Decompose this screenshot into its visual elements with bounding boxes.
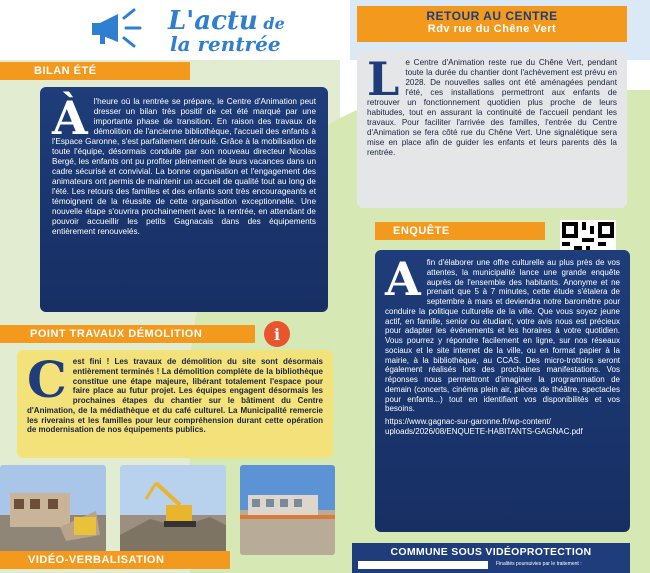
travaux-dropcap: C: [27, 350, 67, 409]
commune-title: COMMUNE SOUS VIDÉOPROTECTION: [390, 546, 592, 558]
demolition-photo-2: [120, 465, 226, 555]
enquete-panel: [375, 250, 630, 532]
demolition-photo-3: [240, 465, 335, 555]
title-actu: L'actu: [168, 6, 258, 36]
demolition-photo-1: [0, 465, 106, 555]
travaux-section-title: POINT TRAVAUX DÉMOLITION: [0, 325, 255, 343]
enquete-url[interactable]: [385, 417, 620, 437]
retour-title-line1: RETOUR AU CENTRE: [426, 9, 558, 23]
enquete-text: fin d'élaborer une offre culturelle au plus près de vos attentes, la municipalité lance une grande enquête auprès de l'ensemble des habitants. Anonyme et ne prenant que 5 à 7 minutes, cette étude s'étalera de septembre à mars et deviendra notre baromètre pour conduire la politique culturelle de la ville. Que vous soyez jeune actif, en famille, senior ou étudiant, votre avis nous est précieux pour adapter les événements et les horaires à votre quotidien. Vous pourrez y répondre facilement en ligne, sur nos réseaux sociaux et le site internet de la ville, ou en format papier à la mairie, à la bibliothèque, au CCAS. Des micro-trottoirs seront également réalisés lors des prochaines manifestations. Vos réponses nous permettront d'imaginer la programmation de demain (concerts, cinéma plein air, pièces de théâtre, spectacles pour enfants...) tout en identifiant vos disponibilités et vos besoins.: [385, 258, 620, 414]
retour-title-line2: Rdv rue du Chêne Vert: [427, 23, 557, 35]
commune-small-text: Finalités poursuivies par le traitement :: [496, 561, 582, 567]
camera-sign: [358, 561, 488, 569]
bilan-panel: [40, 87, 328, 312]
bilan-section-title: BILAN ÉTÉ: [0, 62, 190, 80]
travaux-panel: [17, 350, 333, 458]
megaphone-icon: [88, 6, 148, 52]
travaux-text: est fini ! Les travaux de démolition du site sont désormais entièrement terminés ! La démolition complète de la bibliothèque constitue une étape majeure, libérant totalement l'espace pour faire place au futur projet. Les équipes engagent désormais les prochaines étapes du chantier sur le bâtiment du Centre d'Animation, de la médiathèque et du café culturel. La Municipalité remercie les riverains et les familles pour leur compréhension durant cette opération de modernisation de nos équipements publics.: [27, 357, 323, 435]
info-icon: i: [264, 321, 290, 347]
retour-text: e Centre d'Animation reste rue du Chêne Vert, pendant toute la durée du chantier dont l'achèvement est prévu en 2028. De nouvelles salles ont été aménagées pendant l'été, ces installations permettront aux enfants de retrouver un fonctionnement quotidien plus proche de leurs habitudes, tout en assurant la continuité de l'accueil pendant les travaux. Pour faciliter l'arrivée des familles, l'entrée du Centre d'Animation se fera côté rue du Chêne Vert. Une signalétique sera mise en place afin de guider les enfants et leurs parents dès la rentrée.: [367, 58, 617, 157]
commune-banner: [352, 543, 630, 573]
enquete-url-line2: uploads/2026/08/ENQUETE-HABITANTS-GAGNAC.pdf: [385, 426, 583, 436]
title-rentree: la rentrée: [170, 32, 281, 56]
enquete-url-line1: https://www.gagnac-sur-garonne.fr/wp-content/: [385, 417, 551, 426]
enquete-section-title: ENQUÊTE: [375, 222, 545, 240]
retour-panel: [357, 50, 627, 208]
page-title: [168, 6, 318, 61]
video-section-title: VIDÉO-VERBALISATION: [0, 551, 230, 569]
retour-dropcap: L: [367, 52, 400, 106]
bilan-dropcap: À: [52, 91, 88, 145]
bilan-text: l'heure où la rentrée se prépare, le Centre d'Animation peut dresser un bilan très positif de cet été marqué par une importante phase de transition. En raison des travaux de démolition de l'ancienne bibliothèque, l'accueil des enfants à l'Espace Garonne, s'est parfaitement déroulé. Grâce à la mobilisation de toute l'équipe, désormais conduite par son nouveau directeur Nicolas Bergé, les enfants ont pu profiter pleinement de leurs vacances dans un cadre sécurisé et convivial. La bonne organisation et l'engagement des animateurs ont permis de maintenir un accueil de qualité tout au long de l'été. Les retours des familles et des enfants sont très encourageants et témoignent de la réussite de cette organisation exceptionnelle. Une nouvelle étape s'ouvrira prochainement avec la rentrée, en attendant de pouvoir accueillir les petits Gagnacais dans des équipements entièrement renouvelés.: [52, 97, 316, 236]
enquete-dropcap: A: [385, 252, 421, 306]
retour-section-title: [357, 6, 627, 42]
title-de: de: [263, 14, 285, 33]
